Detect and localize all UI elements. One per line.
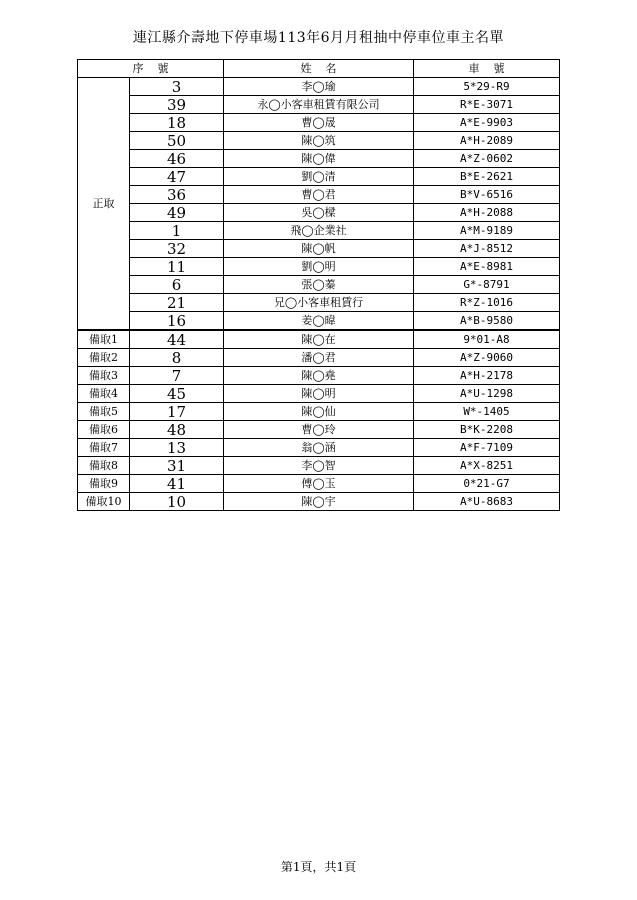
category-alternate: 備取5 — [78, 403, 130, 421]
category-alternate: 備取8 — [78, 457, 130, 475]
seq-cell: 49 — [130, 204, 224, 222]
alternate-row — [78, 367, 560, 385]
seq-cell: 18 — [130, 114, 224, 132]
category-alternate: 備取4 — [78, 385, 130, 403]
primary-row — [78, 96, 560, 114]
name-cell: 姜◯暐 — [224, 312, 414, 331]
name-cell: 陳◯明 — [224, 385, 414, 403]
plate-cell: R*Z-1016 — [414, 294, 560, 312]
name-cell: 永◯小客車租賃有限公司 — [224, 96, 414, 114]
seq-cell: 8 — [130, 349, 224, 367]
seq-cell: 45 — [130, 385, 224, 403]
name-cell: 翁◯涵 — [224, 439, 414, 457]
seq-cell: 16 — [130, 312, 224, 331]
seq-cell: 36 — [130, 186, 224, 204]
name-cell: 李◯智 — [224, 457, 414, 475]
seq-cell: 7 — [130, 367, 224, 385]
category-primary: 正取 — [78, 78, 130, 331]
name-cell: 張◯蓁 — [224, 276, 414, 294]
seq-cell: 46 — [130, 150, 224, 168]
name-cell: 曹◯玲 — [224, 421, 414, 439]
header-seq: 序號 — [78, 60, 224, 78]
seq-cell: 31 — [130, 457, 224, 475]
primary-row — [78, 294, 560, 312]
plate-cell: G*-8791 — [414, 276, 560, 294]
plate-cell: A*H-2088 — [414, 204, 560, 222]
document-title: 連江縣介壽地下停車場113年6月月租抽中停車位車主名單 — [132, 30, 505, 46]
name-cell: 李◯瑜 — [224, 78, 414, 96]
name-cell: 傅◯玉 — [224, 475, 414, 493]
name-cell: 吳◯樑 — [224, 204, 414, 222]
plate-cell: A*F-7109 — [414, 439, 560, 457]
roster-table — [77, 59, 560, 511]
page-footer: 第1頁，共1頁 — [280, 860, 357, 874]
seq-cell: 11 — [130, 258, 224, 276]
seq-cell: 1 — [130, 222, 224, 240]
plate-cell: A*Z-9060 — [414, 349, 560, 367]
name-cell: 劉◯明 — [224, 258, 414, 276]
alternate-row — [78, 349, 560, 367]
name-cell: 陳◯在 — [224, 330, 414, 349]
primary-row — [78, 312, 560, 331]
plate-cell: 0*21-G7 — [414, 475, 560, 493]
plate-cell: A*X-8251 — [414, 457, 560, 475]
primary-row — [78, 132, 560, 150]
alternate-row — [78, 403, 560, 421]
alternate-row — [78, 475, 560, 493]
category-alternate: 備取2 — [78, 349, 130, 367]
plate-cell: A*U-8683 — [414, 493, 560, 511]
plate-cell: W*-1405 — [414, 403, 560, 421]
category-alternate: 備取6 — [78, 421, 130, 439]
name-cell: 潘◯君 — [224, 349, 414, 367]
primary-row — [78, 150, 560, 168]
seq-cell: 32 — [130, 240, 224, 258]
seq-cell: 13 — [130, 439, 224, 457]
primary-row — [78, 186, 560, 204]
plate-cell: A*H-2178 — [414, 367, 560, 385]
name-cell: 陳◯帆 — [224, 240, 414, 258]
plate-cell: A*M-9189 — [414, 222, 560, 240]
plate-cell: A*E-8981 — [414, 258, 560, 276]
plate-cell: R*E-3071 — [414, 96, 560, 114]
primary-row — [78, 240, 560, 258]
name-cell: 飛◯企業社 — [224, 222, 414, 240]
plate-cell: B*E-2621 — [414, 168, 560, 186]
name-cell: 陳◯筑 — [224, 132, 414, 150]
plate-cell: A*E-9903 — [414, 114, 560, 132]
header-plate: 車號 — [414, 60, 560, 78]
seq-cell: 39 — [130, 96, 224, 114]
seq-cell: 50 — [130, 132, 224, 150]
plate-cell: A*Z-0602 — [414, 150, 560, 168]
seq-cell: 10 — [130, 493, 224, 511]
plate-cell: B*K-2208 — [414, 421, 560, 439]
primary-row — [78, 114, 560, 132]
primary-row — [78, 204, 560, 222]
alternate-row — [78, 330, 560, 349]
name-cell: 兄◯小客車租賃行 — [224, 294, 414, 312]
seq-cell: 17 — [130, 403, 224, 421]
category-alternate: 備取3 — [78, 367, 130, 385]
plate-cell: 5*29-R9 — [414, 78, 560, 96]
name-cell: 曹◯晟 — [224, 114, 414, 132]
name-cell: 陳◯堯 — [224, 367, 414, 385]
plate-cell: B*V-6516 — [414, 186, 560, 204]
roster-body — [78, 78, 560, 511]
plate-cell: A*J-8512 — [414, 240, 560, 258]
header-row — [78, 60, 560, 78]
primary-row — [78, 168, 560, 186]
category-alternate: 備取9 — [78, 475, 130, 493]
header-name: 姓名 — [224, 60, 414, 78]
seq-cell: 41 — [130, 475, 224, 493]
seq-cell: 47 — [130, 168, 224, 186]
plate-cell: A*H-2089 — [414, 132, 560, 150]
primary-row — [78, 276, 560, 294]
alternate-row — [78, 493, 560, 511]
alternate-row — [78, 421, 560, 439]
name-cell: 陳◯仙 — [224, 403, 414, 421]
alternate-row — [78, 439, 560, 457]
category-alternate: 備取10 — [78, 493, 130, 511]
plate-cell: A*B-9580 — [414, 312, 560, 331]
alternate-row — [78, 457, 560, 475]
seq-cell: 44 — [130, 330, 224, 349]
primary-row — [78, 258, 560, 276]
name-cell: 陳◯偉 — [224, 150, 414, 168]
category-alternate: 備取7 — [78, 439, 130, 457]
alternate-row — [78, 385, 560, 403]
seq-cell: 21 — [130, 294, 224, 312]
category-alternate: 備取1 — [78, 330, 130, 349]
name-cell: 劉◯清 — [224, 168, 414, 186]
plate-cell: 9*01-A8 — [414, 330, 560, 349]
name-cell: 曹◯君 — [224, 186, 414, 204]
seq-cell: 3 — [130, 78, 224, 96]
seq-cell: 48 — [130, 421, 224, 439]
plate-cell: A*U-1298 — [414, 385, 560, 403]
name-cell: 陳◯宇 — [224, 493, 414, 511]
primary-row — [78, 222, 560, 240]
primary-row — [78, 78, 560, 96]
seq-cell: 6 — [130, 276, 224, 294]
